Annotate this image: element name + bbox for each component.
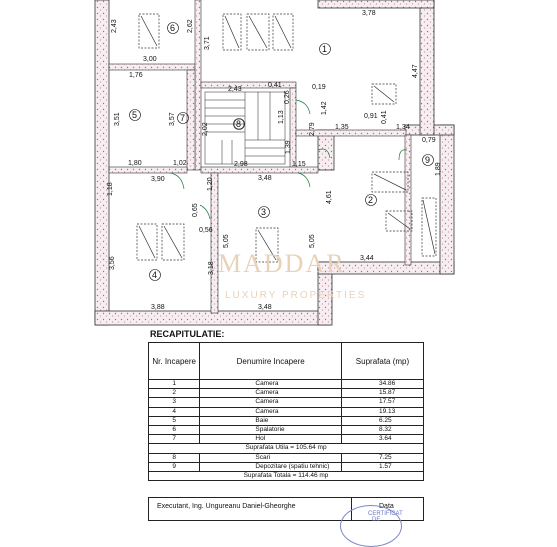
dimension-label: 1,89: [435, 162, 442, 176]
room-label: 4: [152, 270, 158, 280]
cell-name: Camera: [200, 380, 342, 389]
dimension-label: 1,39: [285, 140, 292, 154]
useful-total: Suprafata Utila = 105.64 mp: [149, 444, 424, 453]
table-row: [149, 389, 424, 398]
cell-name: Camera: [200, 389, 342, 398]
dimension-label: 0,56: [199, 227, 213, 234]
dimension-label: 0,91: [364, 113, 378, 120]
dimension-label: 2,02: [202, 122, 209, 136]
dimension-label: 1,18: [107, 182, 114, 196]
dimension-label: 4,47: [412, 64, 419, 78]
dimension-label: 1,15: [292, 161, 306, 168]
dimension-label: 3,88: [151, 304, 165, 311]
header-area: Suprafata (mp): [341, 343, 423, 380]
dimension-label: 0,65: [192, 203, 199, 217]
dimension-label: 3,48: [258, 175, 272, 182]
table-row: [149, 380, 424, 389]
cell-area: 8.32: [341, 425, 423, 434]
dimension-label: 1,42: [321, 101, 328, 115]
table-row: [149, 462, 424, 471]
table-row: [149, 435, 424, 444]
table-row: [149, 398, 424, 407]
dimension-label: 1,80: [128, 160, 142, 167]
room-label: 6: [170, 23, 176, 33]
dimension-label: 3,48: [258, 304, 272, 311]
dimension-label: 3,51: [114, 112, 121, 126]
dimension-label: 1,13: [278, 110, 285, 124]
cell-area: 7.25: [341, 453, 423, 462]
dimension-label: 2,62: [187, 19, 194, 33]
recap-body: [149, 380, 424, 481]
stamp-text-2: DE: [372, 517, 381, 523]
stamp-text: CERTIFICAT: [368, 511, 403, 517]
cell-area: 3.64: [341, 435, 423, 444]
dimension-label: 0,26: [284, 90, 291, 104]
dimension-label: 2,98: [234, 161, 248, 168]
room-label: 1: [322, 44, 328, 54]
grand-total: Suprafata Totala = 114.46 mp: [149, 471, 424, 480]
date-label: Data: [379, 503, 394, 510]
room-numbers: [130, 23, 434, 281]
cell-nr: 2: [149, 389, 200, 398]
dimension-label: 4,61: [326, 190, 333, 204]
executant-text: Executant, Ing. Ungureanu Daniel-Gheorghe: [157, 503, 296, 510]
room-label: 9: [425, 155, 431, 165]
watermark-subtitle: LUXURY PROPERTIES: [225, 290, 367, 301]
cell-name: Scari: [200, 453, 342, 462]
watermark-logo: MADDAR: [218, 249, 346, 278]
summary-row: [149, 444, 424, 453]
dimension-label: 3,44: [360, 255, 374, 262]
room-label: 5: [132, 110, 138, 120]
dimension-label: 5,05: [309, 234, 316, 248]
table-row: [149, 416, 424, 425]
dimension-label: 3,56: [109, 256, 116, 270]
cell-nr: 7: [149, 435, 200, 444]
table-row: [149, 407, 424, 416]
room-label: 3: [261, 207, 267, 217]
dimension-label: 0,41: [268, 82, 282, 89]
cell-nr: 5: [149, 416, 200, 425]
windows: [137, 14, 436, 262]
cell-nr: 3: [149, 398, 200, 407]
cell-name: Depozitare (spatiu tehnic): [200, 462, 342, 471]
room-label: 2: [368, 195, 374, 205]
dimension-label: 1,20: [207, 177, 214, 191]
dimension-label: 3,00: [143, 56, 157, 63]
cell-nr: 4: [149, 407, 200, 416]
cell-area: 15.87: [341, 389, 423, 398]
cell-area: 6.25: [341, 416, 423, 425]
dimension-label: 5,05: [223, 234, 230, 248]
dimension-label: 3,71: [204, 36, 211, 50]
cell-area: 19.13: [341, 407, 423, 416]
cell-nr: 9: [149, 462, 200, 471]
dimension-label: 3,18: [208, 261, 215, 275]
cell-area: 1.57: [341, 462, 423, 471]
cell-name: Camera: [200, 398, 342, 407]
dimension-label: 2,43: [228, 86, 242, 93]
dimension-label: 2,43: [111, 19, 118, 33]
dimension-label: 0,41: [381, 110, 388, 124]
cell-area: 34.86: [341, 380, 423, 389]
staircase: [205, 92, 285, 164]
dimension-label: 2,79: [309, 122, 316, 136]
cell-name: Hol: [200, 435, 342, 444]
cell-area: 17.57: [341, 398, 423, 407]
dimension-label: 0,19: [312, 84, 326, 91]
cell-name: Spalatorie: [200, 425, 342, 434]
dimension-label: 1,76: [129, 72, 143, 79]
dimension-label: 3,57: [169, 112, 176, 126]
header-name: Denumire Incapere: [200, 343, 342, 380]
cell-name: Camera: [200, 407, 342, 416]
dimension-label: 3,90: [151, 176, 165, 183]
header-nr: Nr. Incapere: [149, 343, 200, 380]
cell-nr: 8: [149, 453, 200, 462]
cell-nr: 1: [149, 380, 200, 389]
recap-table: [148, 342, 424, 481]
dimension-label: 1,34: [396, 124, 410, 131]
dimension-label: 3,78: [362, 10, 376, 17]
room-label: 8: [236, 119, 242, 129]
cell-nr: 6: [149, 425, 200, 434]
table-row: [149, 425, 424, 434]
recap-title: RECAPITULATIE:: [150, 329, 225, 339]
dimension-label: 1,35: [335, 124, 349, 131]
dimension-label: 1,02: [173, 160, 187, 167]
cell-name: Baie: [200, 416, 342, 425]
room-label: 7: [180, 113, 186, 123]
table-row: [149, 453, 424, 462]
summary-row: [149, 471, 424, 480]
room-number-labels: [132, 23, 430, 280]
dimension-label: 0,79: [422, 137, 436, 144]
